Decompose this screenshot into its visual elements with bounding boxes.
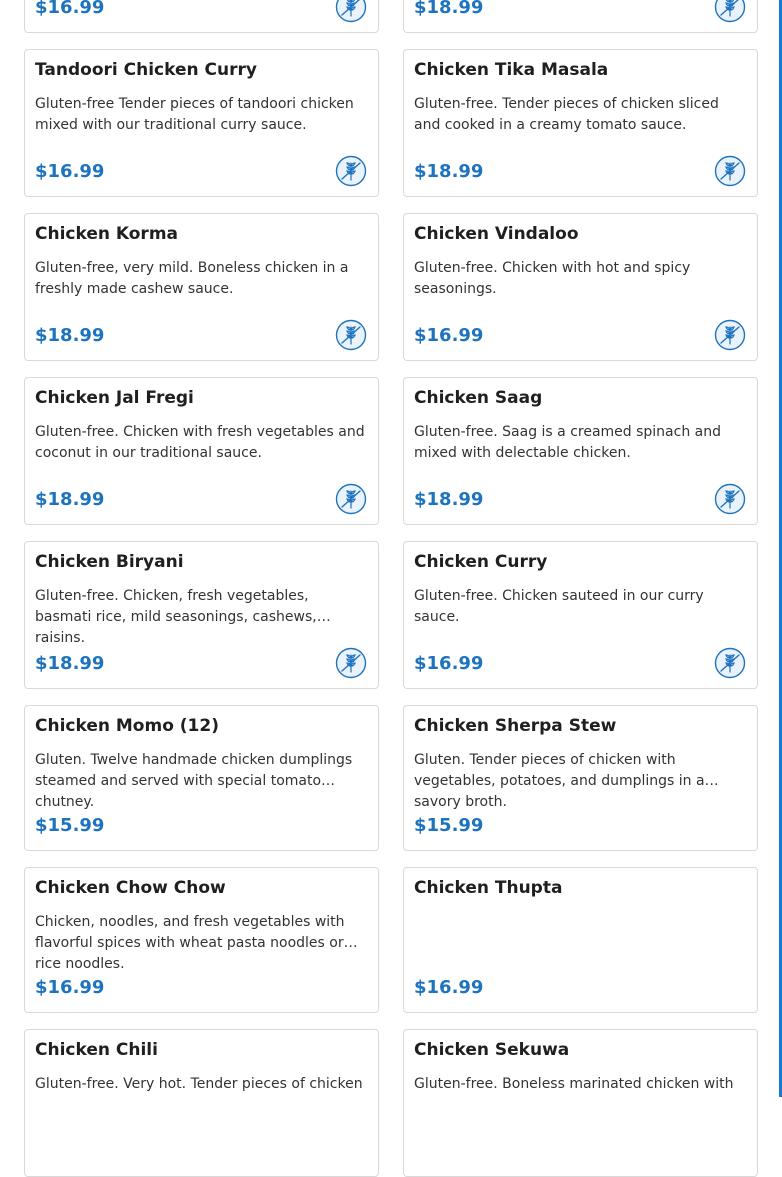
menu-item-title: Chicken Chow Chow [35, 878, 226, 898]
gluten-free-icon [714, 155, 746, 187]
menu-item-description: Gluten-free. Tender pieces of chicken sliced and cooked in a creamy tomato sauce. [414, 96, 719, 133]
menu-item-title: Chicken Momo (12) [35, 716, 219, 736]
gluten-free-icon [714, 0, 746, 23]
menu-item-description: Gluten-free. Chicken, fresh vegetables, basmati rice, mild seasonings, cashews, raisins. [35, 588, 317, 646]
menu-item-price: $16.99 [414, 325, 484, 346]
menu-item-title: Chicken Chili [35, 1040, 158, 1060]
menu-item-card[interactable] [24, 0, 379, 33]
gluten-free-icon [335, 0, 367, 23]
menu-item-description: Gluten-free. Chicken with fresh vegetables and coconut in our traditional sauce. [35, 424, 365, 461]
menu-item-description: Gluten-free. Boneless marinated chicken with [414, 1076, 734, 1092]
menu-item-description: Gluten-free. Very hot. Tender pieces of chicken [35, 1076, 363, 1092]
menu-item-card[interactable] [24, 49, 379, 197]
menu-item-card[interactable] [403, 867, 758, 1013]
menu-item-price: $16.99 [35, 161, 105, 182]
menu-item-title: Chicken Vindaloo [414, 224, 579, 244]
gluten-free-icon [335, 483, 367, 515]
menu-item-description: Gluten-free. Chicken with hot and spicy seasonings. [414, 260, 691, 297]
menu-item-card[interactable] [403, 213, 758, 361]
menu-item-price: $18.99 [414, 161, 484, 182]
menu-item-description: Gluten-free. Saag is a creamed spinach and mixed with delectable chicken. [414, 424, 721, 461]
menu-item-price: $15.99 [35, 815, 105, 836]
gluten-free-icon [335, 155, 367, 187]
menu-item-title: Chicken Jal Fregi [35, 388, 194, 408]
menu-item-card[interactable] [24, 705, 379, 851]
menu-item-card[interactable] [403, 541, 758, 689]
menu-item-price: $16.99 [414, 977, 484, 998]
menu-item-title: Chicken Sekuwa [414, 1040, 570, 1060]
menu-item-card[interactable] [24, 541, 379, 689]
menu-item-price: $18.99 [414, 489, 484, 510]
menu-item-price: $18.99 [414, 0, 484, 18]
gluten-free-icon [714, 483, 746, 515]
menu-item-description: Gluten-free Tender pieces of tandoori chicken mixed with our traditional curry sauce. [35, 96, 354, 133]
menu-item-title: Chicken Sherpa Stew [414, 716, 617, 736]
menu-item-card[interactable] [24, 867, 379, 1013]
menu-grid [24, 0, 758, 1177]
menu-item-price: $16.99 [35, 0, 105, 18]
menu-item-description: Gluten. Tender pieces of chicken with vegetables, potatoes, and dumplings in a savory broth. [414, 752, 705, 810]
gluten-free-icon [335, 647, 367, 679]
menu-item-price: $16.99 [35, 977, 105, 998]
menu-item-description: Chicken, noodles, and fresh vegetables with flavorful spices with wheat pasta noodles or rice noodles. [35, 914, 345, 972]
menu-item-title: Chicken Tika Masala [414, 60, 609, 80]
menu-item-price: $15.99 [414, 815, 484, 836]
menu-item-card[interactable] [403, 1029, 758, 1177]
menu-item-description: Gluten-free. Chicken sauteed in our curry sauce. [414, 588, 704, 625]
menu-item-card[interactable] [403, 0, 758, 33]
menu-item-description: Gluten. Twelve handmade chicken dumplings steamed and served with special tomato chutney. [35, 752, 353, 810]
menu-item-card[interactable] [403, 377, 758, 525]
menu-item-card[interactable] [403, 49, 758, 197]
menu-item-title: Tandoori Chicken Curry [35, 60, 257, 80]
menu-item-title: Chicken Korma [35, 224, 179, 244]
menu-item-title: Chicken Curry [414, 552, 548, 572]
menu-item-title: Chicken Biryani [35, 552, 184, 572]
menu-item-card[interactable] [403, 705, 758, 851]
menu-item-title: Chicken Saag [414, 388, 543, 408]
menu-item-card[interactable] [24, 1029, 379, 1177]
menu-item-price: $18.99 [35, 489, 105, 510]
menu-item-card[interactable] [24, 377, 379, 525]
menu-item-title: Chicken Thupta [414, 878, 563, 898]
gluten-free-icon [714, 319, 746, 351]
menu-item-price: $16.99 [414, 653, 484, 674]
menu-item-price: $18.99 [35, 653, 105, 674]
menu-item-price: $18.99 [35, 325, 105, 346]
gluten-free-icon [714, 647, 746, 679]
gluten-free-icon [335, 319, 367, 351]
menu-item-card[interactable] [24, 213, 379, 361]
menu-item-description: Gluten-free, very mild. Boneless chicken in a freshly made cashew sauce. [35, 260, 349, 297]
